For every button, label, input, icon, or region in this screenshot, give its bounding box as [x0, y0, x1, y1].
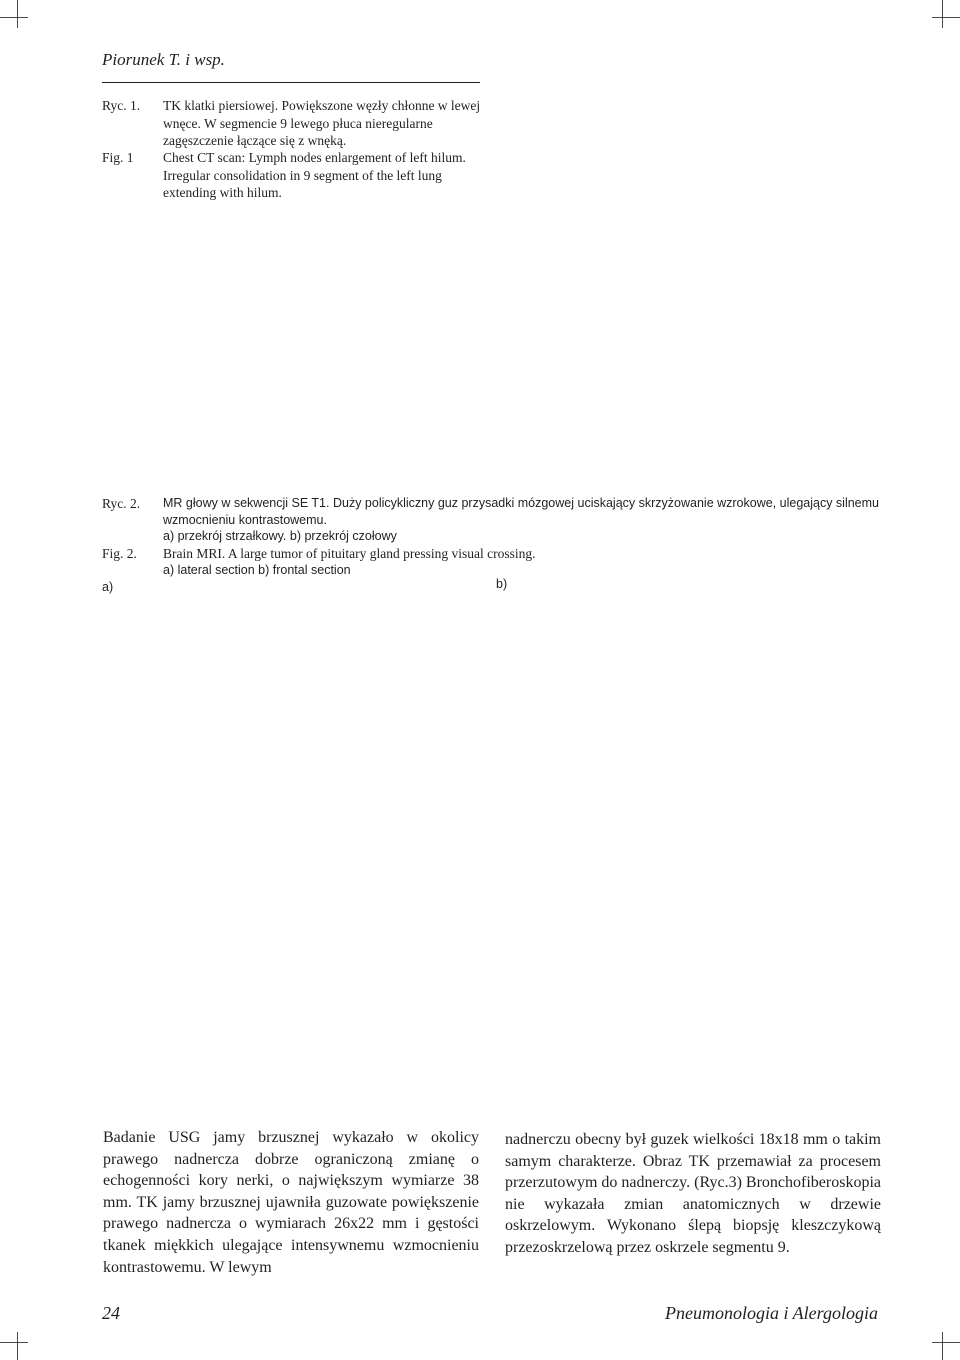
crop-mark [17, 0, 18, 28]
crop-mark [0, 1342, 28, 1343]
crop-mark [942, 0, 943, 28]
crop-mark [932, 1342, 960, 1343]
crop-mark [0, 17, 28, 18]
body-column-left: Badanie USG jamy brzusznej wykazało w okolicy prawego nadnercza dobrze ograniczoną zmianę o echogenności kory nerki, o największym wymiarze 38 mm. TK jamy brzusznej ujawniła guzowate powiększenie prawego nadnercza o wymiarach 26x22 mm i gęstości tkanek miękkich ulegające intensywnemu wzmocnieniu kontrastowemu. W lewym [103, 1129, 479, 1276]
figure2-fig-label: Fig. 2. [102, 546, 137, 561]
figure2-caption-pl-sections: a) przekrój strzałkowy. b) przekrój czołowy [163, 529, 397, 543]
figure2-caption-en-sections: a) lateral section b) frontal section [163, 563, 351, 577]
figure1-caption-en: Chest CT scan: Lymph nodes enlargement of left hilum. Irregular consolidation in 9 segment of the left lung extending with hilum. [163, 150, 466, 200]
figure2-caption-pl: MR głowy w sekwencji SE T1. Duży policykliczny guz przysadki mózgowej uciskający skrzyżowanie wzrokowe, ulegający silnemu wzmocnieniu kontrastowemu. [163, 496, 879, 527]
body-column-right: nadnerczu obecny był guzek wielkości 18x18 mm o takim samym charakterze. Obraz TK przemawiał za procesem przerzutowym do nadnerczy. (Ryc.3) Bronchofiberoskopia nie wykazała zmian anatomicznych w drzewie oskrzelowym. Wykonano ślepą biopsję kleszczykową przezoskrzelową przez oskrzele segmentu 9. [505, 1131, 881, 1256]
crop-mark [932, 17, 960, 18]
crop-mark [942, 1332, 943, 1360]
header-rule [102, 82, 480, 83]
running-header-author: Piorunek T. i wsp. [102, 50, 225, 69]
crop-mark [17, 1332, 18, 1360]
journal-name: Pneumonologia i Alergologia [665, 1303, 878, 1323]
figure2-ryc-label: Ryc. 2. [102, 496, 141, 511]
figure2-panel-b-label: b) [496, 577, 508, 591]
figure1-fig-label: Fig. 1 [102, 150, 134, 165]
figure2-panel-a-label: a) [102, 580, 114, 594]
figure1-ryc-label: Ryc. 1. [102, 98, 141, 113]
figure1-caption-pl: TK klatki piersiowej. Powiększone węzły chłonne w lewej wnęce. W segmencie 9 lewego płuca nieregularne zagęszczenie łączące się z wnęką. [163, 98, 481, 148]
page-number: 24 [102, 1303, 120, 1323]
figure2-caption-en: Brain MRI. A large tumor of pituitary gland pressing visual crossing. [163, 546, 536, 561]
